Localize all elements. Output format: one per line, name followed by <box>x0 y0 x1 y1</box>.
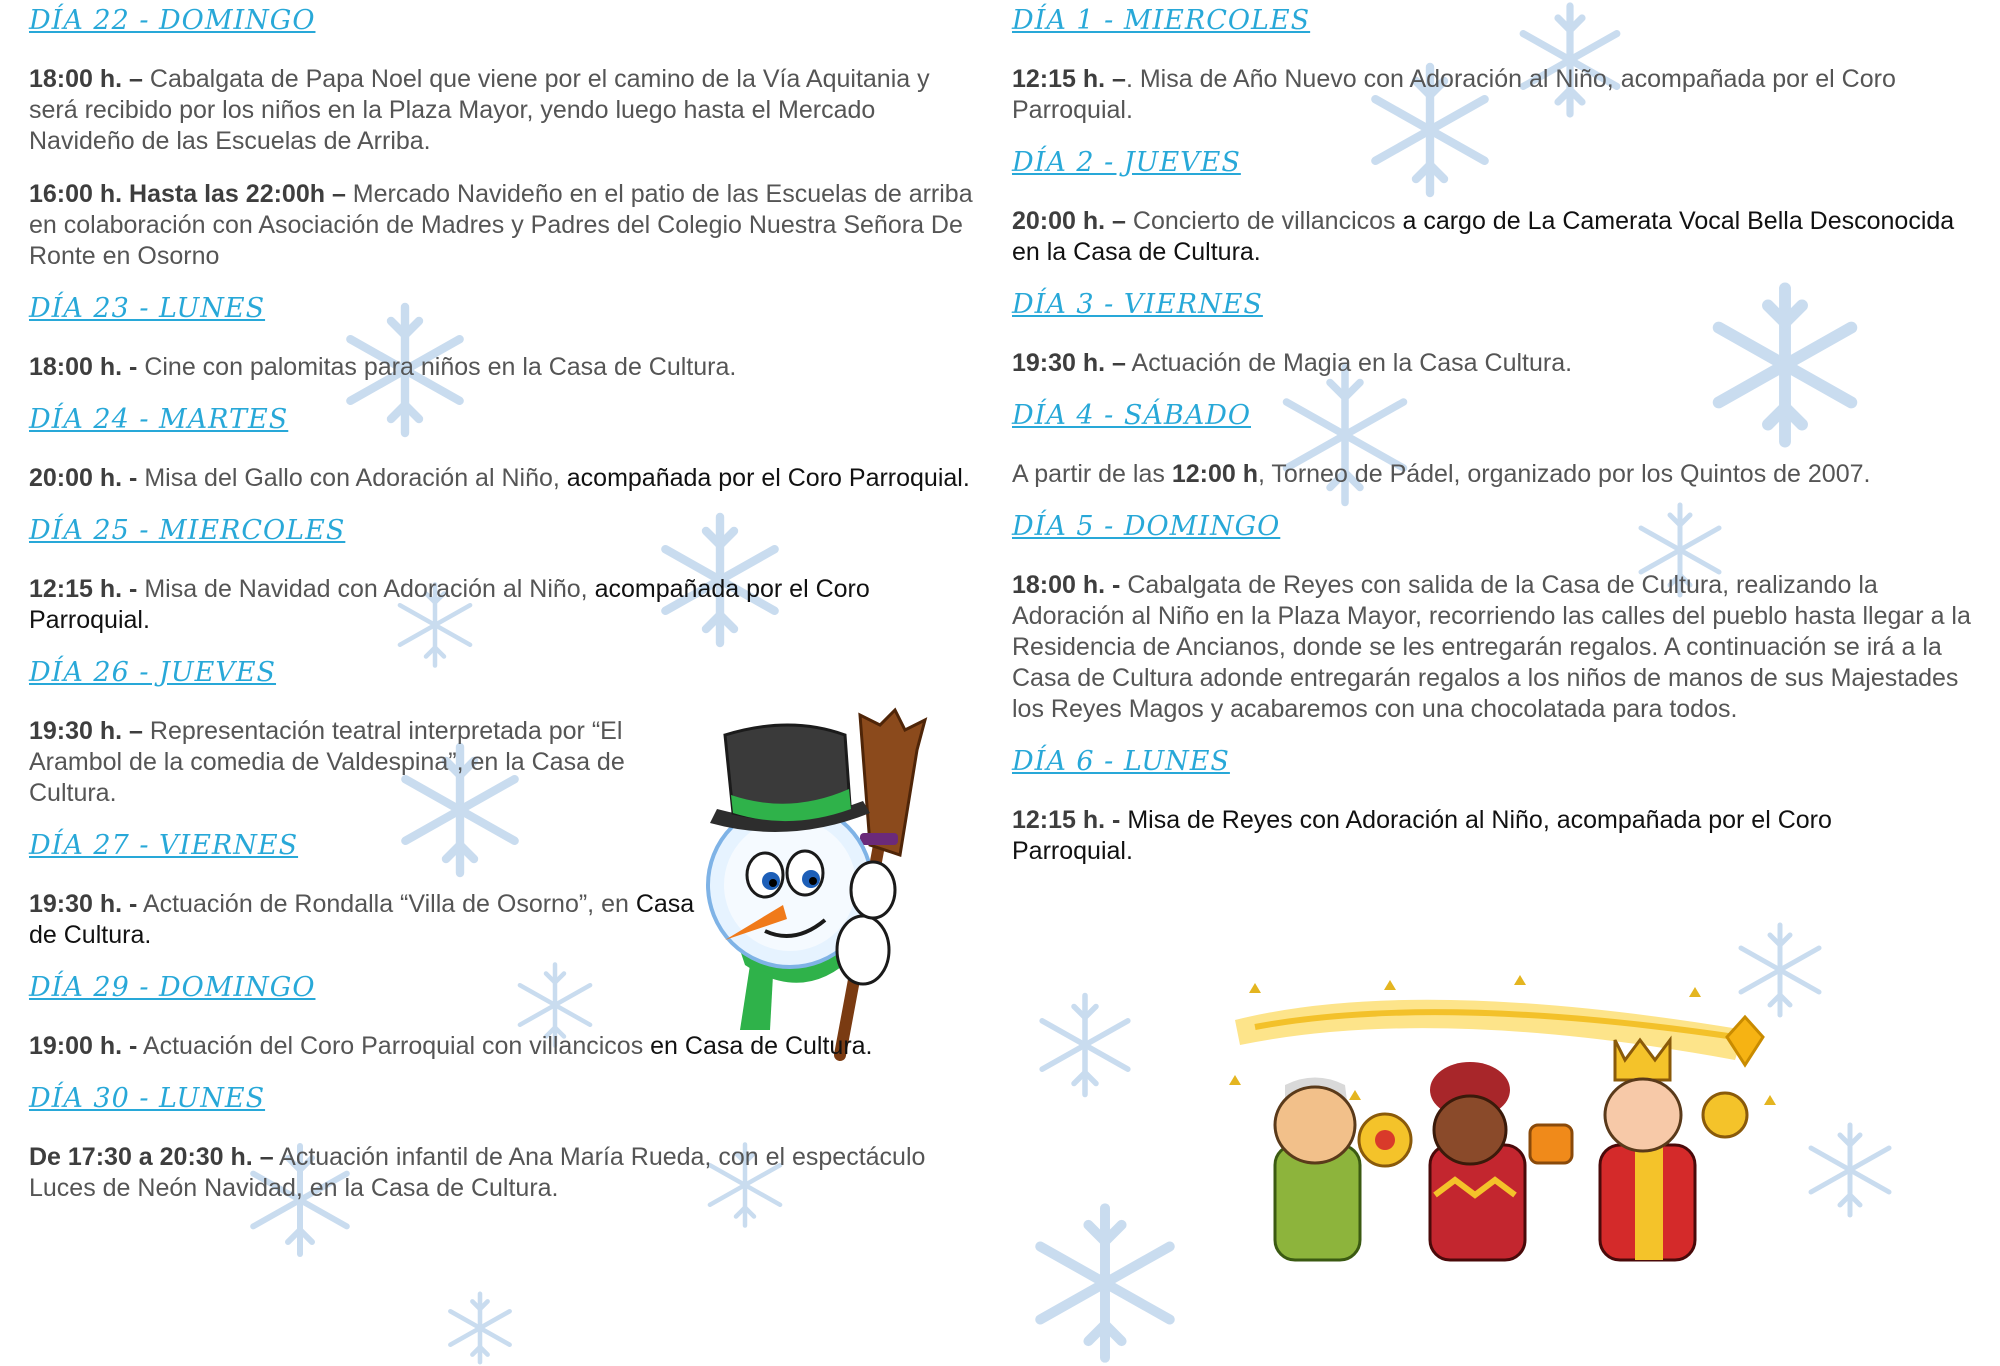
event-item: 19:30 h. – Representación teatral interpretada por “El Arambol de la comedia de Valdespina”, en la Casa de Cultura. <box>29 717 625 807</box>
snowflake-icon <box>390 1290 570 1366</box>
event-item: 12:15 h. –. Misa de Año Nuevo con Adoración al Niño, acompañada por el Coro Parroquial. <box>1012 65 1896 124</box>
event-item: 19:30 h. - Actuación de Rondalla “Villa de Osorno”, en Casa de Cultura. <box>29 890 695 949</box>
event-item: 18:00 h. - Cine con palomitas para niños en la Casa de Cultura. <box>29 353 737 381</box>
day-heading: DÍA 23 - LUNES <box>29 293 266 324</box>
day-heading: DÍA 29 - DOMINGO <box>29 972 316 1003</box>
king-figure <box>1430 1062 1572 1260</box>
event-item: 20:00 h. – Concierto de villancicos a cargo de La Camerata Vocal Bella Desconocida en la Casa de Cultura. <box>1012 207 1955 266</box>
right-column <box>1012 0 1982 889</box>
event-item: A partir de las 12:00 h, Torneo de Pádel, organizado por los Quintos de 2007. <box>1012 460 1871 488</box>
king-figure <box>1275 1078 1411 1261</box>
day-heading: DÍA 24 - MARTES <box>29 404 289 435</box>
day-heading: DÍA 30 - LUNES <box>29 1083 266 1114</box>
event-item: 20:00 h. - Misa del Gallo con Adoración al Niño, acompañada por el Coro Parroquial. <box>29 464 970 492</box>
day-heading: DÍA 5 - DOMINGO <box>1012 511 1281 542</box>
left-column <box>29 0 979 1226</box>
event-item: 12:15 h. - Misa de Reyes con Adoración al Niño, acompañada por el Coro Parroquial. <box>1012 806 1832 865</box>
snowman-illustration <box>655 705 955 1075</box>
day-heading: DÍA 26 - JUEVES <box>29 657 277 688</box>
event-item: 16:00 h. Hasta las 22:00h – Mercado Navideño en el patio de las Escuelas de arriba en colaboración con Asociación de Madres y Padres del Colegio Nuestra Señora De Ronte en Osorno <box>29 180 973 270</box>
event-item: 19:30 h. – Actuación de Magia en la Casa Cultura. <box>1012 349 1573 377</box>
day-heading: DÍA 25 - MIERCOLES <box>29 515 346 546</box>
day-heading: DÍA 4 - SÁBADO <box>1012 400 1251 431</box>
day-heading: DÍA 27 - VIERNES <box>29 830 299 861</box>
day-heading: DÍA 6 - LUNES <box>1012 746 1230 777</box>
snowflake-icon <box>1020 1200 1190 1366</box>
snowflake-icon <box>1030 990 1140 1100</box>
event-item: 12:15 h. - Misa de Navidad con Adoración al Niño, acompañada por el Coro Parroquial. <box>29 575 870 634</box>
three-kings-illustration <box>1215 975 1785 1275</box>
event-item: 18:00 h. - Cabalgata de Reyes con salida de la Casa de Cultura, realizando la Adoración al Niño en la Plaza Mayor, recorriendo las calles del pueblo hasta llegar a la Residencia de Ancianos, donde se les entregarán regalos. A continuación se irá a la Casa de Cultura adonde entregarán regalos a los niños de manos de sus Majestades los Reyes Magos y acabaremos con una chocolatada para todos. <box>1012 571 1971 723</box>
day-heading: DÍA 3 - VIERNES <box>1012 289 1263 320</box>
king-figure <box>1600 1040 1747 1260</box>
event-item: 18:00 h. – Cabalgata de Papa Noel que viene por el camino de la Vía Aquitania y será recibido por los niños en la Plaza Mayor, yendo luego hasta el Mercado Navideño de las Escuelas de Arriba. <box>29 65 930 155</box>
event-item: De 17:30 a 20:30 h. – Actuación infantil de Ana María Rueda, con el espectáculo Luces de Neón Navidad, en la Casa de Cultura. <box>29 1143 926 1202</box>
day-heading: DÍA 22 - DOMINGO <box>29 5 316 36</box>
snowflake-icon <box>1800 1120 1900 1220</box>
event-item: 19:00 h. - Actuación del Coro Parroquial con villancicos en Casa de Cultura. <box>29 1032 873 1060</box>
day-heading: DÍA 1 - MIERCOLES <box>1012 5 1311 36</box>
day-heading: DÍA 2 - JUEVES <box>1012 147 1241 178</box>
